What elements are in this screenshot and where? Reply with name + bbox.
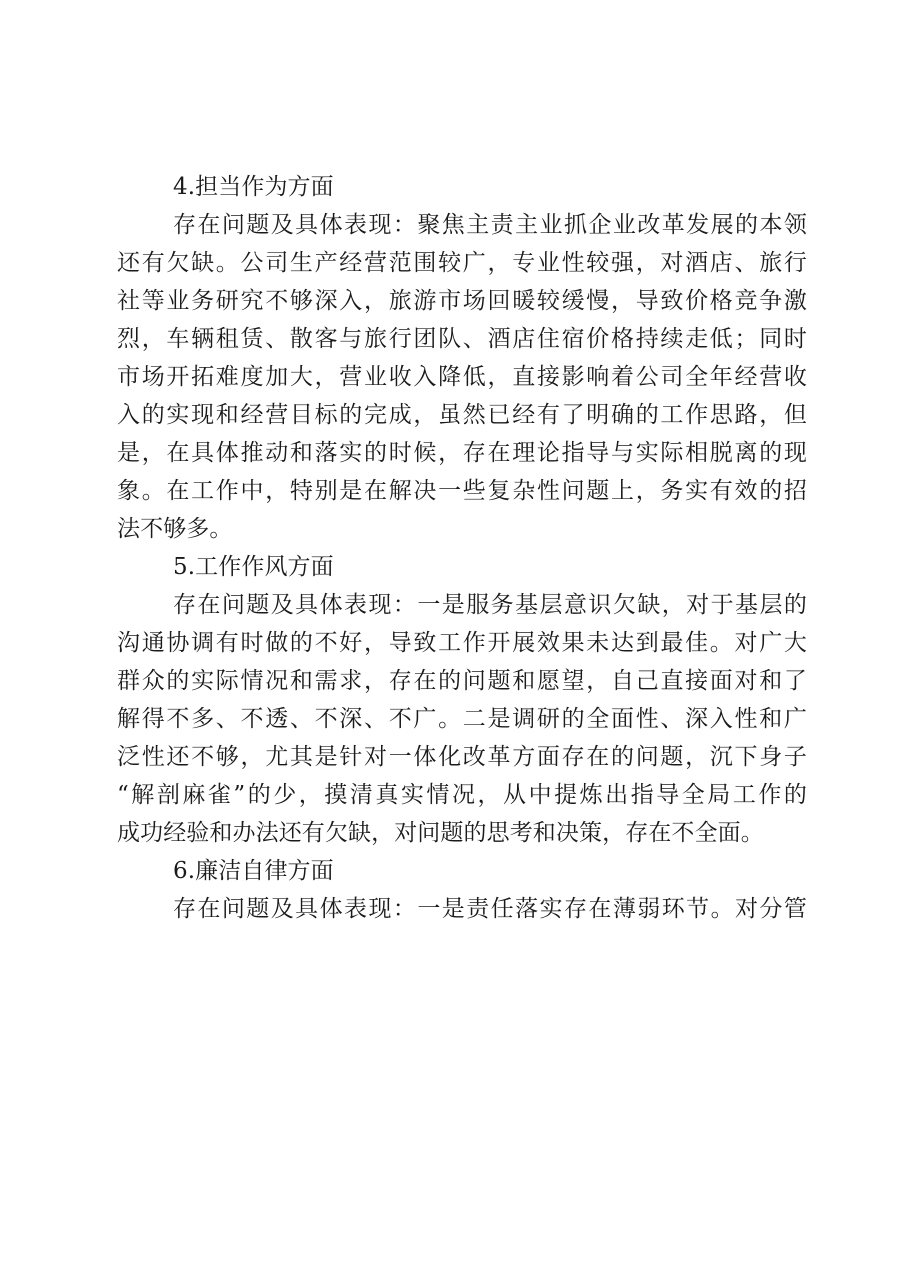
paragraph-line: 泛性还不够，尤其是针对一体化改革方面存在的问题，沉下身子 bbox=[117, 744, 807, 770]
paragraph-line: 法不够多。 bbox=[117, 516, 233, 542]
paragraph-line: 市场开拓难度加大，营业收入降低，直接影响着公司全年经营收 bbox=[117, 364, 807, 390]
paragraph-line: “解剖麻雀”的少，摸清真实情况，从中提炼出指导全局工作的 bbox=[117, 782, 807, 808]
paragraph-line: 群众的实际情况和需求，存在的问题和愿望，自己直接面对和了 bbox=[117, 668, 807, 694]
paragraph-line: 解得不多、不透、不深、不广。二是调研的全面性、深入性和广 bbox=[117, 706, 807, 732]
paragraph-line: 还有欠缺。公司生产经营范围较广，专业性较强，对酒店、旅行 bbox=[117, 250, 807, 276]
section-heading: 6.廉洁自律方面 bbox=[173, 858, 334, 884]
paragraph-line: 成功经验和办法还有欠缺，对问题的思考和决策，存在不全面。 bbox=[117, 820, 764, 846]
paragraph-line: 社等业务研究不够深入，旅游市场回暖较缓慢，导致价格竞争激 bbox=[117, 288, 807, 314]
paragraph-line: 是，在具体推动和落实的时候，存在理论指导与实际相脱离的现 bbox=[117, 440, 807, 466]
paragraph-line: 象。在工作中，特别是在解决一些复杂性问题上，务实有效的招 bbox=[117, 478, 807, 504]
paragraph-line: 沟通协调有时做的不好，导致工作开展效果未达到最佳。对广大 bbox=[117, 630, 807, 656]
section-heading: 5.工作作风方面 bbox=[173, 554, 334, 580]
paragraph-line: 入的实现和经营目标的完成，虽然已经有了明确的工作思路，但 bbox=[117, 402, 807, 428]
section-heading: 4.担当作为方面 bbox=[173, 174, 334, 200]
paragraph-line: 存在问题及具体表现：一是服务基层意识欠缺，对于基层的 bbox=[173, 592, 807, 618]
paragraph-line: 存在问题及具体表现：聚焦主责主业抓企业改革发展的本领 bbox=[173, 212, 807, 238]
paragraph-line: 存在问题及具体表现：一是责任落实存在薄弱环节。对分管 bbox=[173, 896, 807, 922]
paragraph-line: 烈，车辆租赁、散客与旅行团队、酒店住宿价格持续走低；同时 bbox=[117, 326, 807, 352]
document-page bbox=[117, 168, 807, 928]
